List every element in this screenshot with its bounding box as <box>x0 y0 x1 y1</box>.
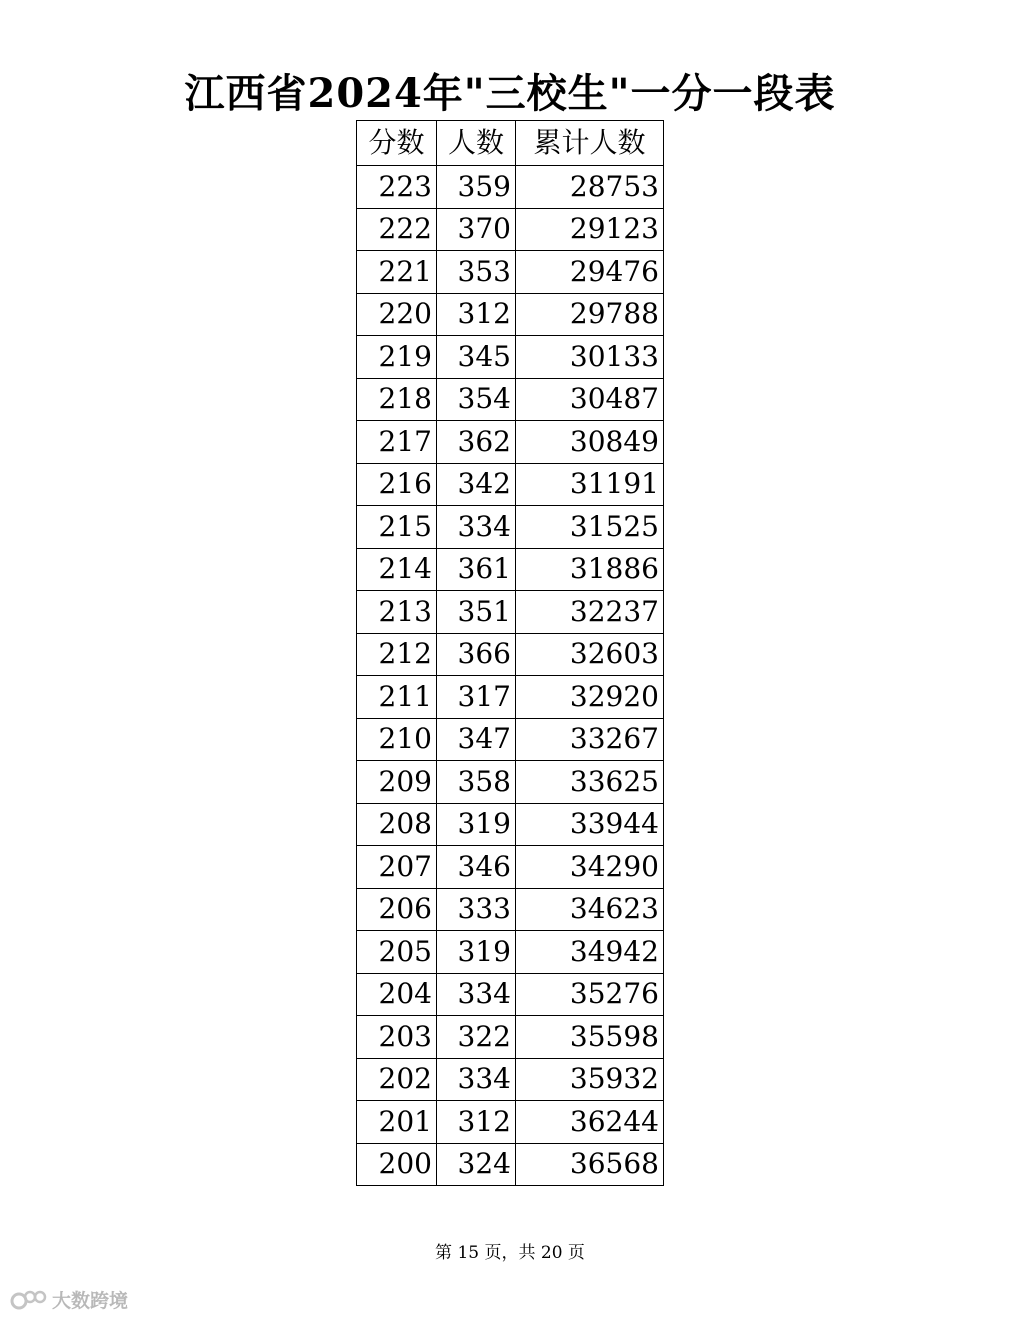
cell-count: 353 <box>437 251 516 294</box>
cell-cumulative: 33625 <box>516 761 664 804</box>
cell-count: 334 <box>437 973 516 1016</box>
table-row <box>357 378 664 421</box>
cell-score: 214 <box>357 548 437 591</box>
cell-cumulative: 35598 <box>516 1016 664 1059</box>
cell-cumulative: 33944 <box>516 803 664 846</box>
cell-score: 217 <box>357 421 437 464</box>
cell-score: 218 <box>357 378 437 421</box>
cell-score: 201 <box>357 1101 437 1144</box>
table-row <box>357 1016 664 1059</box>
table-row <box>357 336 664 379</box>
table-row <box>357 421 664 464</box>
cell-score: 213 <box>357 591 437 634</box>
table-body <box>357 166 664 1186</box>
cell-count: 312 <box>437 293 516 336</box>
header-score: 分数 <box>357 121 437 166</box>
cell-cumulative: 32603 <box>516 633 664 676</box>
table-row <box>357 1143 664 1186</box>
header-cumulative: 累计人数 <box>516 121 664 166</box>
cell-count: 370 <box>437 208 516 251</box>
cell-count: 362 <box>437 421 516 464</box>
table-row <box>357 846 664 889</box>
cell-cumulative: 30133 <box>516 336 664 379</box>
cell-score: 202 <box>357 1058 437 1101</box>
cell-count: 342 <box>437 463 516 506</box>
cell-score: 205 <box>357 931 437 974</box>
cell-cumulative: 29788 <box>516 293 664 336</box>
table-row <box>357 633 664 676</box>
cell-score: 208 <box>357 803 437 846</box>
cell-cumulative: 31886 <box>516 548 664 591</box>
cell-cumulative: 32920 <box>516 676 664 719</box>
cell-cumulative: 33267 <box>516 718 664 761</box>
cell-score: 209 <box>357 761 437 804</box>
cell-cumulative: 35276 <box>516 973 664 1016</box>
table-row <box>357 251 664 294</box>
score-distribution-table <box>356 120 664 1186</box>
table-row <box>357 166 664 209</box>
cell-cumulative: 31191 <box>516 463 664 506</box>
cell-cumulative: 34623 <box>516 888 664 931</box>
cell-score: 204 <box>357 973 437 1016</box>
table-row <box>357 293 664 336</box>
cell-cumulative: 35932 <box>516 1058 664 1101</box>
cell-count: 361 <box>437 548 516 591</box>
cell-cumulative: 32237 <box>516 591 664 634</box>
table-row <box>357 1058 664 1101</box>
cell-count: 334 <box>437 506 516 549</box>
cell-count: 351 <box>437 591 516 634</box>
cell-cumulative: 36244 <box>516 1101 664 1144</box>
watermark-text: 大数跨境 <box>52 1290 129 1312</box>
table-row <box>357 548 664 591</box>
cell-cumulative: 29476 <box>516 251 664 294</box>
cell-score: 212 <box>357 633 437 676</box>
cell-count: 345 <box>437 336 516 379</box>
cell-cumulative: 34942 <box>516 931 664 974</box>
header-count: 人数 <box>437 121 516 166</box>
cell-cumulative: 36568 <box>516 1143 664 1186</box>
cell-count: 358 <box>437 761 516 804</box>
cell-score: 216 <box>357 463 437 506</box>
cell-count: 366 <box>437 633 516 676</box>
cell-count: 354 <box>437 378 516 421</box>
cell-count: 319 <box>437 803 516 846</box>
table-row <box>357 676 664 719</box>
table-row <box>357 761 664 804</box>
cell-count: 347 <box>437 718 516 761</box>
cell-cumulative: 34290 <box>516 846 664 889</box>
table-row <box>357 888 664 931</box>
cell-count: 317 <box>437 676 516 719</box>
cell-count: 324 <box>437 1143 516 1186</box>
cell-count: 312 <box>437 1101 516 1144</box>
cell-score: 211 <box>357 676 437 719</box>
cell-cumulative: 31525 <box>516 506 664 549</box>
cell-score: 215 <box>357 506 437 549</box>
cell-cumulative: 30849 <box>516 421 664 464</box>
cell-score: 207 <box>357 846 437 889</box>
cell-score: 210 <box>357 718 437 761</box>
cell-score: 221 <box>357 251 437 294</box>
cell-cumulative: 30487 <box>516 378 664 421</box>
table-row <box>357 973 664 1016</box>
cell-score: 219 <box>357 336 437 379</box>
page-footer: 第 15 页，共 20 页 <box>435 1243 585 1263</box>
cell-cumulative: 29123 <box>516 208 664 251</box>
watermark <box>10 1286 128 1313</box>
cell-count: 359 <box>437 166 516 209</box>
cell-score: 222 <box>357 208 437 251</box>
cell-score: 200 <box>357 1143 437 1186</box>
table-row <box>357 591 664 634</box>
table-row <box>357 463 664 506</box>
table-header-row <box>357 121 664 166</box>
table-row <box>357 1101 664 1144</box>
cell-score: 203 <box>357 1016 437 1059</box>
cell-count: 319 <box>437 931 516 974</box>
table-row <box>357 506 664 549</box>
table-row <box>357 718 664 761</box>
cell-score: 206 <box>357 888 437 931</box>
table-row <box>357 803 664 846</box>
page-title: 江西省2024年"三校生"一分一段表 <box>184 70 836 117</box>
cell-count: 322 <box>437 1016 516 1059</box>
cell-count: 334 <box>437 1058 516 1101</box>
brand-logo-icon <box>10 1288 48 1312</box>
cell-score: 220 <box>357 293 437 336</box>
cell-count: 346 <box>437 846 516 889</box>
table-row <box>357 208 664 251</box>
cell-score: 223 <box>357 166 437 209</box>
cell-count: 333 <box>437 888 516 931</box>
table-row <box>357 931 664 974</box>
cell-cumulative: 28753 <box>516 166 664 209</box>
